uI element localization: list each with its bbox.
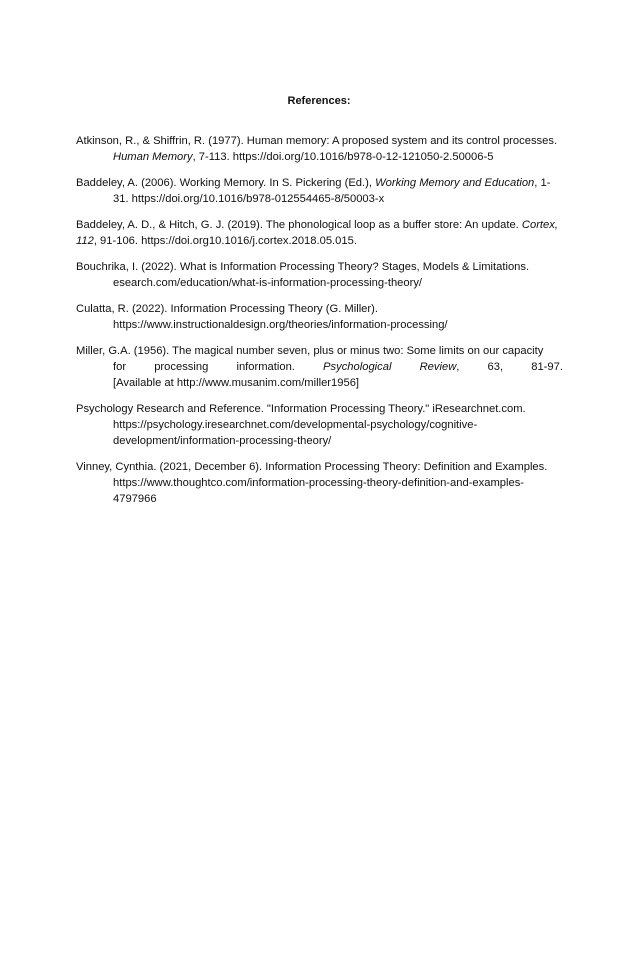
- reference-baddeley-2019-source: Cortex, 112: [76, 219, 558, 247]
- reference-bouchrika: [76, 259, 563, 291]
- references-heading: References:: [287, 95, 351, 107]
- reference-baddeley-2019: [76, 217, 563, 249]
- reference-baddeley-2019-details: , 91-106. https://doi.org10.1016/j.cortex.2018.05.015.: [93, 235, 357, 247]
- reference-baddeley-2006-details: , 1-31. https://doi.org/10.1016/b978-012554465-8/50003-x: [113, 177, 551, 205]
- reference-baddeley-2006-source: Working Memory and Education: [375, 177, 535, 189]
- reference-culatta-text: Culatta, R. (2022). Information Processing Theory (G. Miller). https://www.instructionaldesign.org/theories/information-processing/: [76, 303, 448, 331]
- reference-atkinson: [76, 133, 563, 165]
- reference-miller-line-2: [113, 359, 563, 375]
- reference-miller-pages: 81-97.: [531, 361, 563, 373]
- reference-baddeley-2019-text: Baddeley, A. D., & Hitch, G. J. (2019). The phonological loop as a buffer store: An update.: [76, 219, 519, 231]
- reference-miller: [76, 343, 563, 391]
- references-list: [76, 133, 563, 517]
- reference-baddeley-2006: [76, 175, 563, 207]
- reference-miller-line-3: [Available at http://www.musanim.com/miller1956]: [113, 377, 360, 389]
- reference-psychology: [76, 401, 563, 449]
- reference-psychology-text: Psychology Research and Reference. "Information Processing Theory." iResearchnet.com. https://psychology.iresearchnet.com/developmental-psychology/cognitive-development/information-processing-theory/: [76, 403, 526, 447]
- reference-vinney-text: Vinney, Cynthia. (2021, December 6). Information Processing Theory: Definition and Examples. https://www.thoughtco.com/information-processing-theory-definition-and-examples-4797966: [76, 461, 548, 505]
- reference-miller-word-1: for: [113, 361, 127, 373]
- reference-miller-volume: 63,: [487, 361, 504, 373]
- reference-baddeley-2006-text: Baddeley, A. (2006). Working Memory. In S. Pickering (Ed.),: [76, 177, 372, 189]
- reference-culatta: [76, 301, 563, 333]
- reference-miller-journal-2: Review: [419, 361, 457, 373]
- reference-atkinson-details: , 7-113. https://doi.org/10.1016/b978-0-12-121050-2.50006-5: [192, 151, 494, 163]
- reference-miller-comma: ,: [456, 361, 460, 373]
- reference-miller-line-1: Miller, G.A. (1956). The magical number seven, plus or minus two: Some limits on our capacity: [76, 345, 544, 357]
- reference-atkinson-source: Human Memory: [113, 151, 193, 163]
- reference-atkinson-text: Atkinson, R., & Shiffrin, R. (1977). Human memory: A proposed system and its control processes.: [76, 135, 558, 147]
- reference-vinney: [76, 459, 563, 507]
- reference-miller-journal-1: Psychological: [323, 361, 392, 373]
- reference-miller-word-2: processing: [154, 361, 209, 373]
- reference-miller-word-3: information.: [236, 361, 295, 373]
- reference-bouchrika-text: Bouchrika, I. (2022). What is Information Processing Theory? Stages, Models & Limitations. esearch.com/education/what-is-information-processing-theory/: [76, 261, 530, 289]
